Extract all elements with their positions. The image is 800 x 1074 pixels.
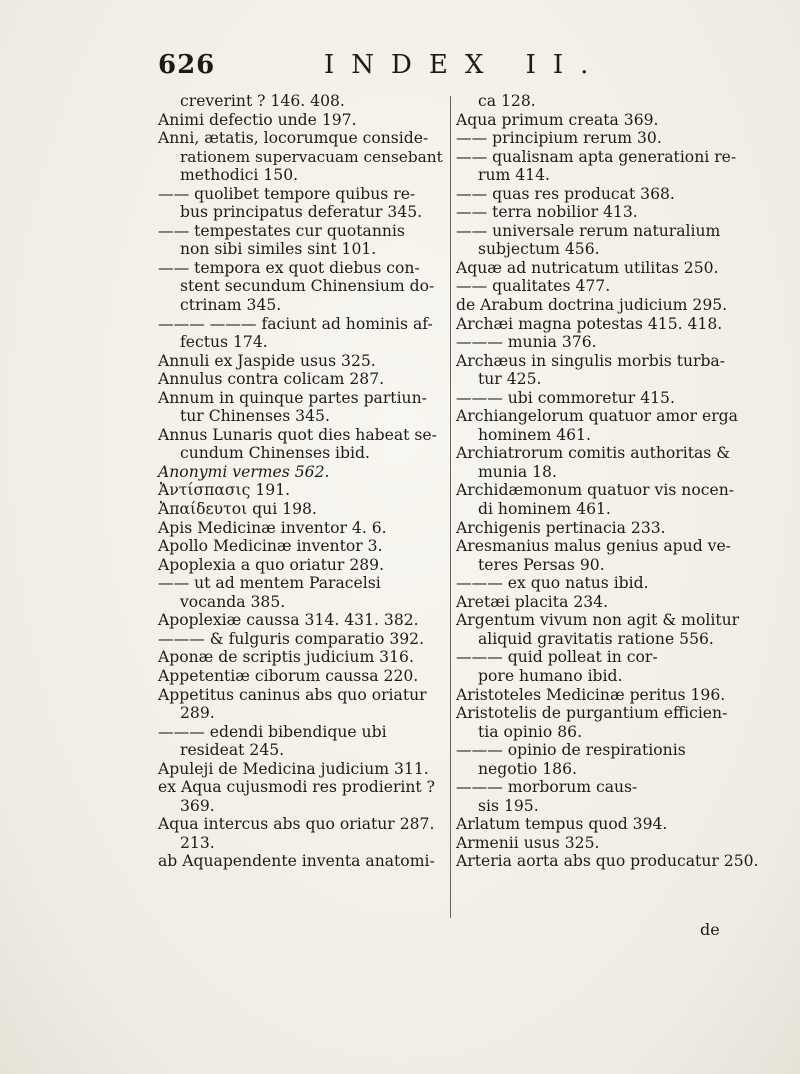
index-line: ——— opinio de respirationis: [456, 741, 686, 760]
running-title: INDEX II.: [324, 50, 606, 80]
index-line: Argentum vivum non agit & molitur: [456, 611, 740, 630]
index-line: ——— quid polleat in cor-: [456, 648, 658, 667]
index-line: teres Persas 90.: [478, 555, 605, 574]
index-line: Annum in quinque partes partiun-: [158, 388, 427, 407]
index-line: hominem 461.: [478, 425, 591, 444]
index-line: Aqua primum creata 369.: [456, 110, 659, 129]
index-line: Arteria aorta abs quo producatur 250.: [456, 852, 759, 871]
index-line: Anni, ætatis, locorumque conside-: [158, 129, 429, 148]
index-line: bus principatus deferatur 345.: [180, 203, 423, 222]
index-line: stent secundum Chinensium do-: [180, 277, 435, 296]
index-line: munia 18.: [478, 462, 557, 481]
index-line: —— quolibet tempore quibus re-: [158, 184, 416, 203]
index-line: ca 128.: [478, 92, 536, 110]
index-line: —— qualisnam apta generationi re-: [456, 147, 737, 166]
index-line: Armenii usus 325.: [456, 833, 600, 852]
index-line: Aristotelis de purgantium efficien-: [456, 704, 728, 723]
index-line: rum 414.: [478, 166, 550, 185]
index-line: —— universale rerum naturalium: [456, 221, 721, 240]
index-line: Aqua intercus abs quo oriatur 287.: [158, 815, 435, 834]
index-column-right: [456, 92, 770, 871]
index-line: Archiangelorum quatuor amor erga: [456, 407, 738, 426]
index-line: ——— & fulguris comparatio 392.: [158, 629, 425, 648]
index-line: creverint ? 146. 408.: [180, 92, 345, 110]
index-line: Appetentiæ ciborum caussa 220.: [158, 666, 419, 685]
index-line: methodici 150.: [180, 166, 299, 185]
column-divider: [450, 96, 451, 918]
index-line: —— ut ad mentem Paracelsi: [158, 574, 381, 593]
index-line: Annuli ex Jaspide usus 325.: [158, 351, 376, 370]
index-line: Animi defectio unde 197.: [158, 110, 357, 129]
index-line: tur 425.: [478, 370, 542, 389]
index-line: Apis Medicinæ inventor 4. 6.: [158, 518, 387, 537]
index-line: Ἀντίσπασις 191.: [158, 481, 291, 500]
index-line: 369.: [180, 796, 215, 815]
index-line: Annus Lunaris quot dies habeat se-: [158, 425, 437, 444]
index-line: Apoplexiæ caussa 314. 431. 382.: [158, 611, 419, 630]
index-line: —— qualitates 477.: [456, 277, 611, 296]
index-line: resideat 245.: [180, 741, 285, 760]
index-line: Archæi magna potestas 415. 418.: [456, 314, 723, 333]
index-line: pore humano ibid.: [478, 666, 623, 685]
index-line: ——— munia 376.: [456, 333, 597, 352]
index-line: Aretæi placita 234.: [456, 592, 609, 611]
index-line: Apoplexia a quo oriatur 289.: [158, 555, 385, 574]
index-line: —— quas res producat 368.: [456, 184, 675, 203]
index-line: —— tempestates cur quotannis: [158, 221, 405, 240]
index-line: Apollo Medicinæ inventor 3.: [158, 537, 383, 556]
index-line: ——— ubi commoretur 415.: [456, 388, 675, 407]
index-column-left: [158, 92, 444, 871]
index-line: Archiatrorum comitis authoritas &: [456, 444, 731, 463]
index-line: ——— morborum caus-: [456, 778, 638, 797]
index-line: ab Aquapendente inventa anatomi-: [158, 852, 435, 871]
index-line: Appetitus caninus abs quo oriatur: [158, 685, 427, 704]
index-line: aliquid gravitatis ratione 556.: [478, 629, 714, 648]
index-line: Aresmanius malus genius apud ve-: [456, 537, 731, 556]
index-line: Ἀπαίδευτοι qui 198.: [158, 500, 317, 519]
index-line: di hominem 461.: [478, 500, 611, 519]
index-line: ex Aqua cujusmodi res prodierint ?: [158, 778, 436, 797]
index-line: ——— edendi bibendique ubi: [158, 722, 387, 741]
index-line: Aristoteles Medicinæ peritus 196.: [456, 685, 726, 704]
index-line: Aquæ ad nutricatum utilitas 250.: [456, 258, 719, 277]
index-line: —— principium rerum 30.: [456, 129, 662, 148]
index-line: ——— ex quo natus ibid.: [456, 574, 649, 593]
index-line: 213.: [180, 833, 215, 852]
index-line: cundum Chinenses ibid.: [180, 444, 370, 463]
catchword: de: [700, 920, 720, 939]
index-line: sis 195.: [478, 796, 539, 815]
index-line: Archidæmonum quatuor vis nocen-: [456, 481, 735, 500]
index-line: ——— ——— faciunt ad hominis af-: [158, 314, 433, 333]
index-line: negotio 186.: [478, 759, 577, 778]
index-line: ctrinam 345.: [180, 296, 282, 315]
index-line: Aponæ de scriptis judicium 316.: [158, 648, 414, 667]
index-line: tur Chinenses 345.: [180, 407, 330, 426]
index-line: Archigenis pertinacia 233.: [456, 518, 666, 537]
index-line: Arlatum tempus quod 394.: [456, 815, 668, 834]
index-line: —— tempora ex quot diebus con-: [158, 258, 420, 277]
index-line: fectus 174.: [180, 333, 268, 352]
index-line: Anonymi vermes 562.: [158, 462, 330, 481]
index-line: Annulus contra colicam 287.: [158, 370, 385, 389]
index-line: Archæus in singulis morbis turba-: [456, 351, 725, 370]
index-line: de Arabum doctrina judicium 295.: [456, 296, 728, 315]
page-header: [158, 50, 798, 90]
index-line: non sibi similes sint 101.: [180, 240, 377, 259]
index-line: tia opinio 86.: [478, 722, 583, 741]
index-line: Apuleji de Medicina judicium 311.: [158, 759, 429, 778]
index-line: vocanda 385.: [180, 592, 286, 611]
index-line: rationem supervacuam censebant: [180, 147, 443, 166]
index-line: subjectum 456.: [478, 240, 600, 259]
index-line: 289.: [180, 704, 215, 723]
index-line: —— terra nobilior 413.: [456, 203, 638, 222]
page-number: 626: [158, 50, 216, 80]
